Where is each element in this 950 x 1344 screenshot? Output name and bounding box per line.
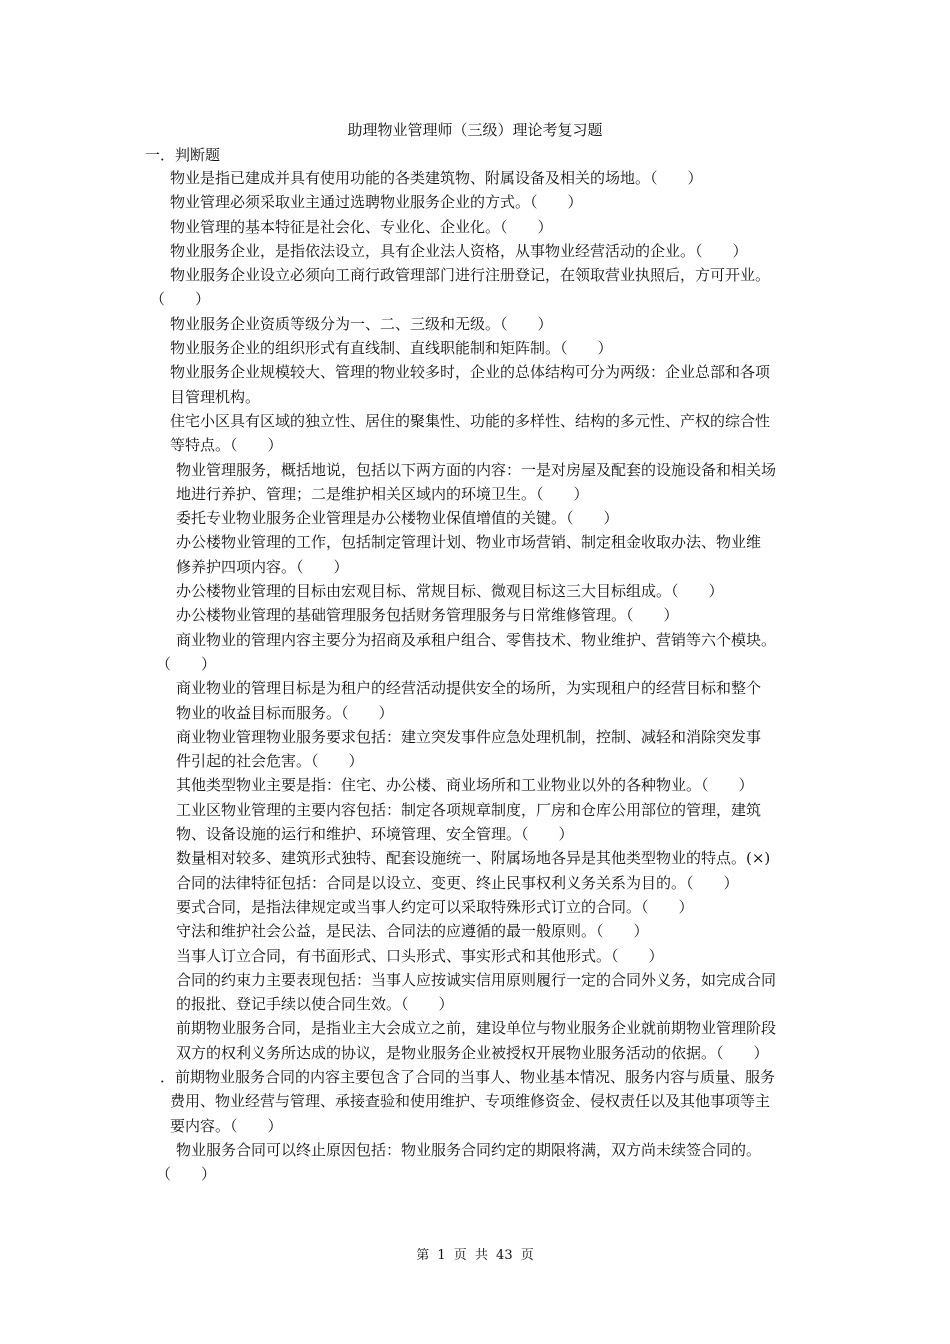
- question-text: 物业服务合同可以终止原因包括：物业服务合同约定的期限将满，双方尚未续签合同的。: [176, 1140, 762, 1159]
- question-text-continued: 物业的收益目标而服务。（ ）: [176, 703, 394, 722]
- question-text-continued: 物、设备设施的运行和维护、环境管理、安全管理。（ ）: [176, 825, 574, 844]
- question-text-continued: 等特点。（ ）: [170, 436, 283, 455]
- question-item: [150, 360, 810, 409]
- question-text: 数量相对较多、建筑形式独特、配套设施统一、附属场地各异是其他类型物业的特点。(×): [176, 849, 771, 868]
- question-item: [150, 263, 810, 312]
- question-text: 物业管理必须采取业主通过选聘物业服务企业的方式。（ ）: [170, 193, 583, 212]
- question-text-continued: 要内容。（ ）: [170, 1116, 283, 1135]
- question-text-continued: 地进行养护、管理；二是维护相关区域内的环境卫生。（ ）: [176, 484, 589, 503]
- question-text: 合同的法律特征包括：合同是以设立、变更、终止民事权利义务关系为目的。（ ）: [176, 873, 739, 892]
- question-text-continued: 件引起的社会危害。（ ）: [176, 752, 364, 771]
- question-item: [150, 968, 810, 1017]
- question-text: 商业物业的管理内容主要分为招商及承租户组合、零售技术、物业维护、营销等六个模块。: [176, 630, 777, 649]
- answer-bracket: （ ）: [150, 290, 211, 309]
- question-item: [150, 239, 810, 263]
- question-text: 当事人订立合同，有书面形式、口头形式、事实形式和其他形式。（ ）: [176, 946, 664, 965]
- question-text: 物业管理服务，概括地说，包括以下两方面的内容：一是对房屋及配套的设施设备和相关场: [176, 460, 777, 479]
- question-text-continued: 费用、物业经营与管理、承接查验和使用维护、专项维修资金、侵权责任以及其他事项等主: [170, 1092, 771, 1111]
- question-text-continued: 的报批、登记手续以使合同生效。（ ）: [176, 995, 454, 1014]
- question-text-continued: 修养护四项内容。（ ）: [176, 557, 349, 576]
- question-item: [150, 458, 810, 507]
- question-item: [150, 773, 810, 797]
- question-item: [150, 944, 810, 968]
- question-text: 合同的约束力主要表现包括：当事人应按诚实信用原则履行一定的合同外义务，如完成合同: [176, 970, 777, 989]
- question-text: 物业服务企业规模较大、管理的物业较多时，企业的总体结构可分为两级：企业总部和各项: [170, 363, 771, 382]
- question-item: [150, 579, 810, 603]
- question-item: [150, 312, 810, 336]
- question-text: 办公楼物业管理的基础管理服务包括财务管理服务与日常维修管理。（ ）: [176, 606, 679, 625]
- question-text: 委托专业物业服务企业管理是办公楼物业保值增值的关键。（ ）: [176, 509, 619, 528]
- question-text: 商业物业的管理目标是为租户的经营活动提供安全的场所，为实现租户的经营目标和整个: [176, 679, 762, 698]
- question-text: 物业服务企业资质等级分为一、二、三级和无级。（ ）: [170, 314, 553, 333]
- question-item: [150, 919, 810, 943]
- section-heading: 一．判断题: [145, 146, 221, 164]
- answer-bracket: （ ）: [156, 1165, 217, 1184]
- question-item: [150, 1016, 810, 1065]
- question-text: 其他类型物业主要是指：住宅、办公楼、商业场所和工业物业以外的各种物业。（ ）: [176, 776, 754, 795]
- question-text: 物业服务企业的组织形式有直线制、直线职能制和矩阵制。（ ）: [170, 339, 613, 358]
- question-item: [150, 215, 810, 239]
- question-text: 办公楼物业管理的工作，包括制定管理计划、物业市场营销、制定租金收取办法、物业维: [176, 533, 762, 552]
- question-text: 前期物业服务合同，是指业主大会成立之前，建设单位与物业服务企业就前期物业管理阶段: [176, 1019, 777, 1038]
- question-text: 物业服务企业设立必须向工商行政管理部门进行注册登记，在领取营业执照后，方可开业。: [170, 266, 771, 285]
- question-item: [150, 676, 810, 725]
- question-item: [150, 506, 810, 530]
- question-item: [150, 871, 810, 895]
- document-title: 助理物业管理师（三级）理论考复习题: [347, 121, 603, 139]
- question-item: [150, 798, 810, 847]
- question-text: 办公楼物业管理的目标由宏观目标、常规目标、微观目标这三大目标组成。（ ）: [176, 582, 724, 601]
- question-text: 要式合同，是指法律规定或当事人约定可以采取特殊形式订立的合同。（ ）: [176, 897, 694, 916]
- question-item: [150, 166, 810, 190]
- question-item: [150, 336, 810, 360]
- question-item: [150, 895, 810, 919]
- question-item: [150, 846, 810, 870]
- question-item: [150, 628, 810, 677]
- question-list: [150, 166, 810, 1186]
- question-text: 物业是指已建成并具有使用功能的各类建筑物、附属设备及相关的场地。（ ）: [170, 169, 703, 187]
- question-item: [150, 409, 810, 458]
- question-text-continued: 双方的权利义务所达成的协议，是物业服务企业被授权开展物业服务活动的依据。（ ）: [176, 1043, 769, 1062]
- question-text: 物业服务企业，是指依法设立，具有企业法人资格，从事物业经营活动的企业。（ ）: [170, 241, 748, 260]
- question-item: [150, 1065, 810, 1138]
- question-item: [150, 725, 810, 774]
- question-text: 物业管理的基本特征是社会化、专业化、企业化。（ ）: [170, 217, 553, 236]
- question-text: 工业区物业管理的主要内容包括：制定各项规章制度，厂房和仓库公用部位的管理，建筑: [176, 800, 762, 819]
- question-text-continued: 目管理机构。: [170, 387, 261, 406]
- question-text: 住宅小区具有区域的独立性、居住的聚集性、功能的多样性、结构的多元性、产权的综合性: [170, 411, 771, 430]
- question-text: 商业物业管理物业服务要求包括：建立突发事件应急处理机制，控制、减轻和消除突发事: [176, 727, 762, 746]
- question-text: 守法和维护社会公益，是民法、合同法的应遵循的最一般原则。（ ）: [176, 922, 649, 941]
- question-item: [150, 190, 810, 214]
- question-text: ．前期物业服务合同的内容主要包含了合同的当事人、物业基本情况、服务内容与质量、服务: [160, 1067, 776, 1086]
- question-item: [150, 530, 810, 579]
- question-item: [150, 1138, 810, 1187]
- answer-bracket: （ ）: [156, 654, 217, 673]
- page-footer: 第 1 页 共 43 页: [416, 1248, 534, 1263]
- question-item: [150, 603, 810, 627]
